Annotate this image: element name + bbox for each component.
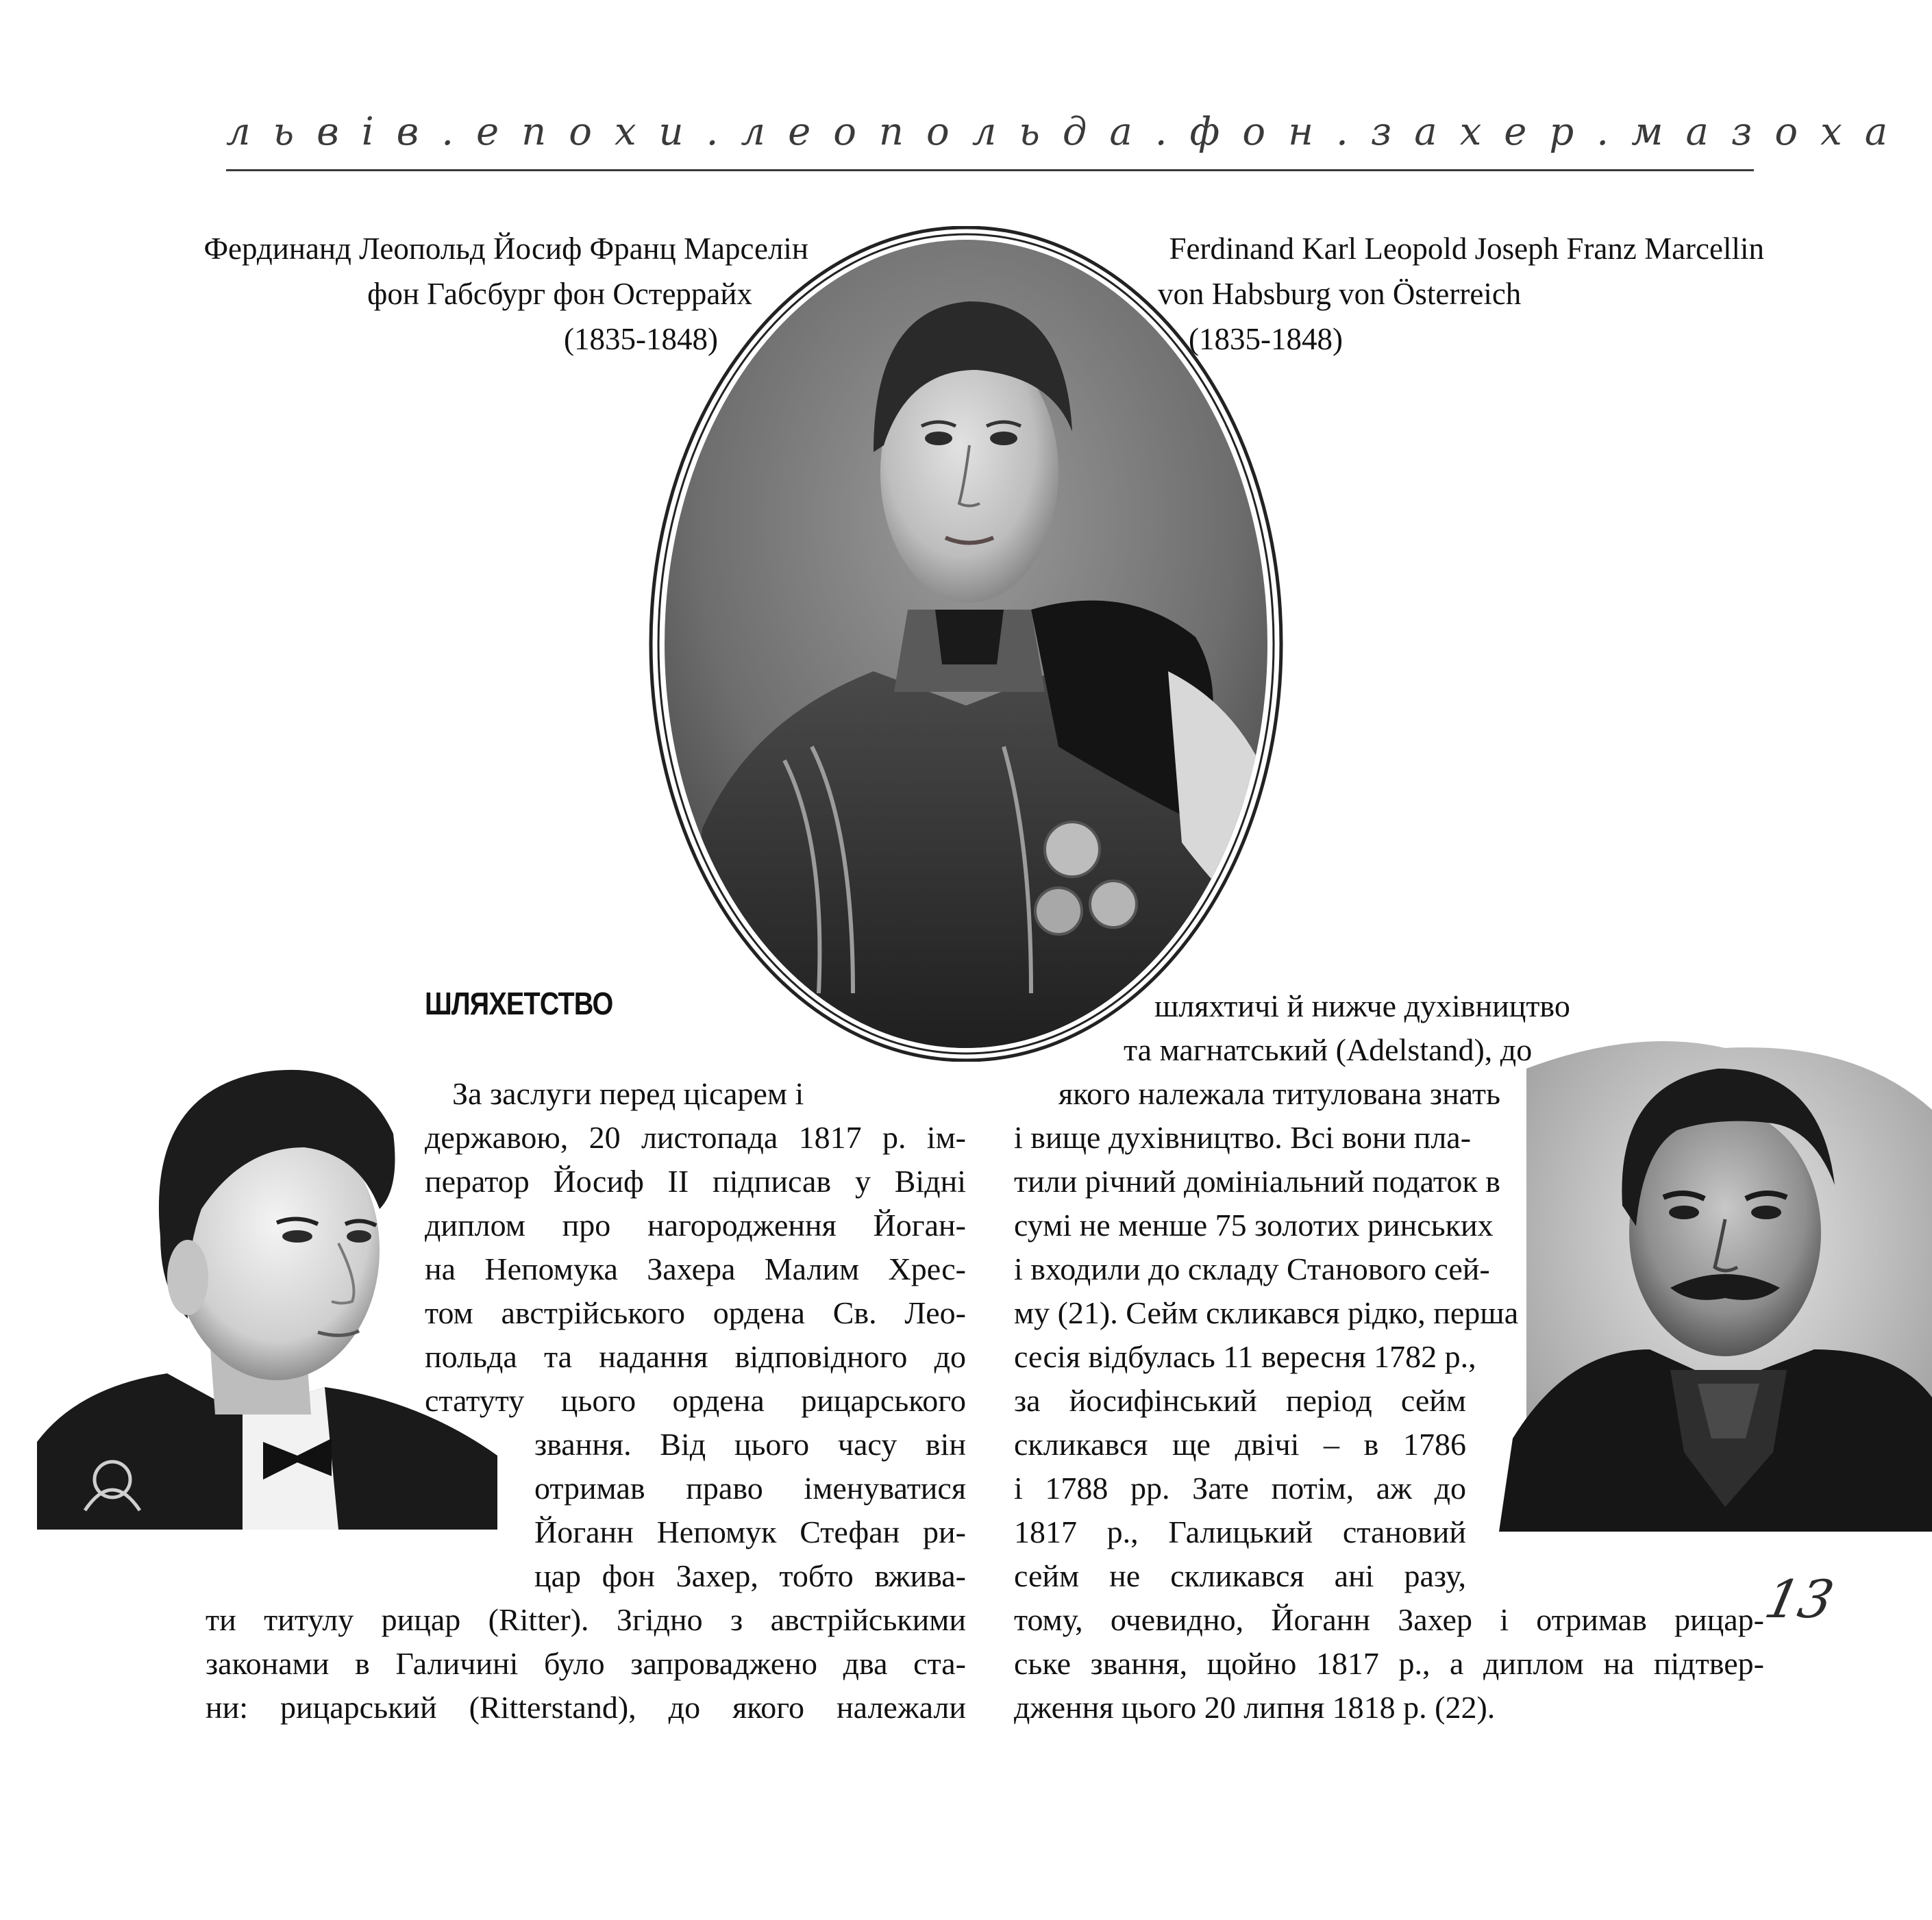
text-line: сумі не менше 75 золотих ринських xyxy=(1014,1208,1494,1243)
text-line: і входили до складу Станового сей- xyxy=(1014,1251,1490,1286)
text-line: ператор Йосиф ІІ підписав у Відні xyxy=(425,1164,966,1199)
left-column-text-c xyxy=(206,1598,966,1730)
text-line: сесія відбулась 11 вересня 1782 р., xyxy=(1014,1339,1476,1374)
caption-en-line: (1835-1848) xyxy=(1189,322,1343,356)
emperor-oval-portrait xyxy=(647,226,1285,1062)
caption-uk-line: (1835-1848) xyxy=(564,322,718,356)
text-line: польда та надання відповідного до xyxy=(425,1339,966,1374)
text-line: ти титулу рицар (Ritter). Згідно з австрійськими xyxy=(206,1602,966,1637)
text-line: і 1788 рр. Зате потім, аж до xyxy=(1014,1471,1466,1506)
text-line: ське звання, щойно 1817 р., а диплом на підтвер- xyxy=(1014,1646,1764,1681)
text-line: якого належала титулована знать xyxy=(1058,1076,1500,1111)
text-line: державою, 20 листопада 1817 р. ім- xyxy=(425,1120,966,1155)
caption-en-line: Ferdinand Karl Leopold Joseph Franz Marcellin xyxy=(1169,232,1764,266)
text-line: тили річний домініальний податок в xyxy=(1014,1164,1500,1199)
text-line: диплом про нагородження Йоган- xyxy=(425,1208,966,1243)
text-line: дження цього 20 липня 1818 р. (22). xyxy=(1014,1690,1496,1725)
text-line: 1817 р., Галицький становий xyxy=(1014,1514,1466,1549)
header-rule xyxy=(226,169,1754,171)
running-head: львів.епохи.леопольда.фон.захер.мазоха xyxy=(226,110,1911,154)
page-number: 13 xyxy=(1759,1569,1840,1630)
caption-en-line: von Habsburg von Österreich xyxy=(1158,277,1522,311)
caption-uk-line: фон Габсбург фон Остеррайх xyxy=(367,277,752,311)
text-line: за йосифінський період сейм xyxy=(1014,1383,1466,1418)
caption-uk-line: Фердинанд Леопольд Йосиф Франц Марселін xyxy=(203,232,808,266)
text-line: та магнатський (Adelstand), до xyxy=(1124,1032,1533,1067)
text-line: скликався ще двічі – в 1786 xyxy=(1014,1427,1466,1462)
text-line: ни: рицарський (Ritterstand), до якого належали xyxy=(206,1690,966,1725)
text-line: на Непомука Захера Малим Хрес- xyxy=(425,1251,966,1286)
text-line: шляхтичі й нижче духівництво xyxy=(1154,988,1570,1023)
right-column-text-b xyxy=(1014,1379,1466,1598)
text-line: му (21). Сейм скликався рідко, перша xyxy=(1014,1295,1519,1330)
text-line: і вище духівництво. Всі вони пла- xyxy=(1014,1120,1472,1155)
text-line: сейм не скликався ані разу, xyxy=(1014,1558,1466,1593)
text-line: цар фон Захер, тобто вжива- xyxy=(534,1558,966,1593)
text-line: законами в Галичині було запроваджено два ста- xyxy=(206,1646,966,1681)
text-line: отримав право іменуватися xyxy=(534,1471,966,1506)
right-column-text-a xyxy=(1014,984,1584,1379)
text-line: звання. Від цього часу він xyxy=(534,1427,966,1462)
text-line: Йоганн Непомук Стефан ри- xyxy=(534,1514,966,1549)
right-column-text-c xyxy=(1014,1598,1764,1730)
left-column-text-b xyxy=(534,1423,966,1598)
text-line: статуту цього ордена рицарського xyxy=(425,1383,966,1418)
left-column-text-a xyxy=(425,1072,966,1423)
section-heading: ШЛЯХЕТСТВО xyxy=(425,986,613,1021)
text-line: За заслуги перед цісарем і xyxy=(452,1076,804,1111)
text-line: том австрійського ордена Св. Лео- xyxy=(425,1295,966,1330)
text-line: тому, очевидно, Йоганн Захер і отримав рицар- xyxy=(1014,1602,1764,1637)
